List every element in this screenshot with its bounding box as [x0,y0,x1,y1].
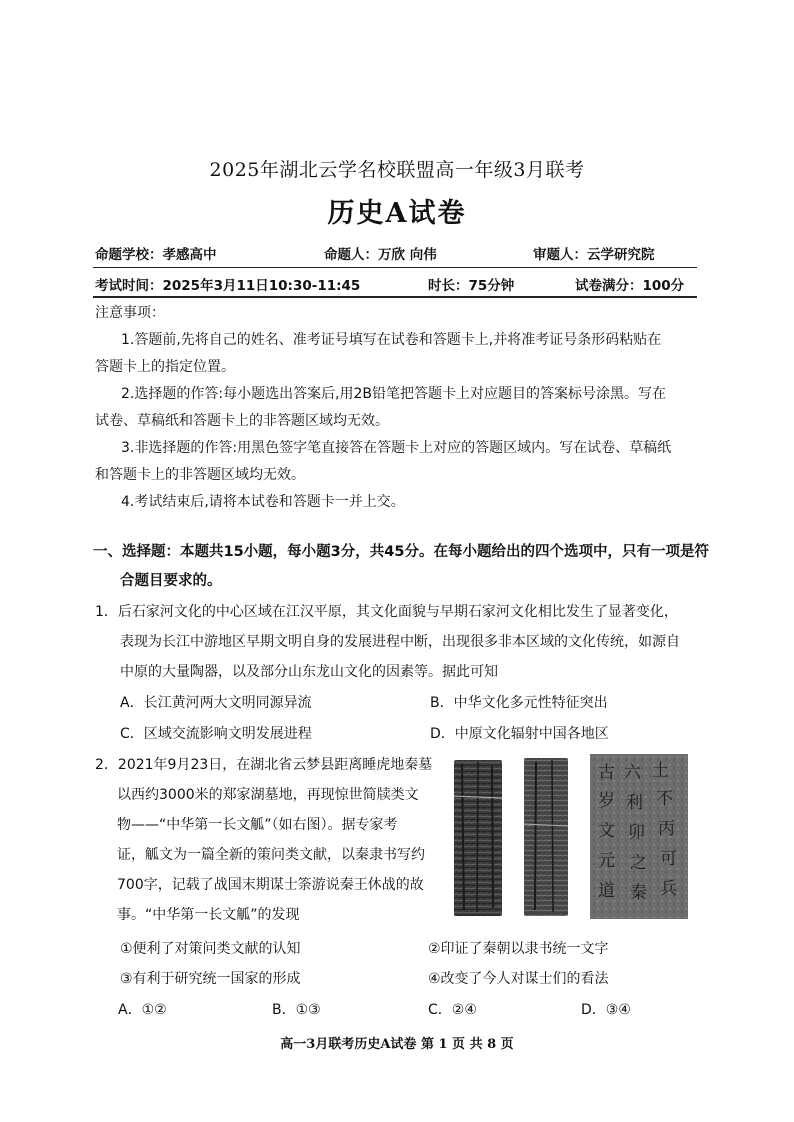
author-label: 命题人：万欣 向伟 [324,247,437,263]
notice-title: 注意事项： [95,305,165,321]
notice-item-2-line-1: 2.选择题的作答:每小题选出答案后,用2B铅笔把答题卡上对应题目的答案标号涂黑。写在 [121,386,667,402]
q2-option-d: D．③④ [581,1002,631,1018]
reviewer-label: 审题人：云学研究院 [533,247,655,263]
exam-time-label: 考试时间：2025年3月11日10:30-11:45 [95,278,361,294]
q2-stem-line-4: 证，觚文为一篇全新的策问类文献，以秦隶书写约 [117,847,425,863]
notice-item-1-line-2: 答题卡上的指定位置。 [95,359,235,375]
slip-char: 之 [630,853,647,873]
slip-char: 可 [660,849,677,869]
slip-middle [524,758,568,916]
slip-char: 文 [598,821,615,841]
q2-stem-line-5: 700字，记载了战国末期谋士筡游说秦王休战的故 [117,877,424,893]
slip-char: 元 [598,851,615,871]
q1-option-c: C．区域交流影响文明发展进程 [120,726,312,742]
section-1-heading-line-2: 合题目要求的。 [120,573,222,589]
slip-char: 兵 [660,879,677,899]
slip-char: 岁 [598,791,615,811]
notice-item-2-line-2: 试卷、草稿纸和答题卡上的非答题区域均无效。 [95,413,389,429]
q2-stem-line-2: 以西约3000米的郑家湖墓地，再现惊世简牍类文 [117,787,419,803]
slip-char: 秦 [630,883,647,903]
school-label: 命题学校：孝感高中 [95,247,217,263]
subject-title: 历史A试卷 [327,198,467,229]
notice-item-1-line-1: 1.答题前,先将自己的姓名、准考证号填写在试卷和答题卡上,并将准考证号条形码粘贴在 [121,332,662,348]
q1-option-b: B．中华文化多元性特征突出 [430,695,608,711]
q1-stem-line-2: 表现为长江中游地区早期文明自身的发展进程中断，出现很多非本区域的文化传统，如源自 [120,634,680,650]
q1-option-d: D．中原文化辐射中国各地区 [430,726,609,742]
slip-char: 丙 [658,819,675,839]
q2-item-3: ③有利于研究统一国家的形成 [120,971,301,987]
q2-stem-line-1: 2．2021年9月23日，在湖北省云梦县距离睡虎地秦墓 [95,757,433,773]
q2-option-a: A．①② [118,1002,167,1018]
slip-char: 利 [626,793,643,813]
q1-stem-line-1: 1．后石家河文化的中心区域在江汉平原，其文化面貌与早期石家河文化相比发生了显著变化， [95,604,678,620]
slip-char: 卯 [628,823,645,843]
q2-item-2: ②印证了秦朝以隶书统一文字 [428,941,609,957]
score-label: 试卷满分：100分 [575,278,685,294]
q2-option-c: C．②④ [428,1002,477,1018]
slip-char: 道 [598,881,615,901]
notice-item-3-line-1: 3.非选择题的作答:用黑色签字笔直接答在答题卡上对应的答题区域内。写在试卷、草稿纸 [121,440,672,456]
slip-char: 古 [598,763,615,783]
page-footer: 高一3月联考历史A试卷 第 1 页 共 8 页 [280,1037,514,1052]
section-1-heading: 一、选择题：本题共15小题，每小题3分，共45分。在每小题给出的四个选项中，只有一项是符 [93,544,709,560]
info-divider [93,296,697,298]
q2-item-1: ①便利了对策问类文献的认知 [120,941,301,957]
slip-closeup [590,754,688,919]
q2-option-b: B．①③ [272,1002,321,1018]
q2-stem-line-3: 物——“中华第一长文觚”（如右图）。据专家考 [117,817,398,833]
exam-title: 2025年湖北云学名校联盟高一年级3月联考 [209,159,585,181]
header-divider [93,267,697,268]
q1-option-a: A．长江黄河两大文明同源异流 [120,695,312,711]
q1-stem-line-3: 中原的大量陶器，以及部分山东龙山文化的因素等。据此可知 [120,664,498,680]
bamboo-slip-photo [452,754,688,919]
duration-label: 时长：75分钟 [428,278,515,294]
q2-item-4: ④改变了今人对谋士们的看法 [428,971,609,987]
slip-left [454,760,502,916]
slip-char: 土 [652,761,669,781]
q2-stem-line-6: 事。“中华第一长文觚”的发现 [117,907,300,923]
slip-char: 六 [624,763,641,783]
notice-item-3-line-2: 和答题卡上的非答题区域均无效。 [95,467,305,483]
slip-char: 不 [656,789,673,809]
notice-item-4: 4.考试结束后,请将本试卷和答题卡一并上交。 [121,494,405,510]
